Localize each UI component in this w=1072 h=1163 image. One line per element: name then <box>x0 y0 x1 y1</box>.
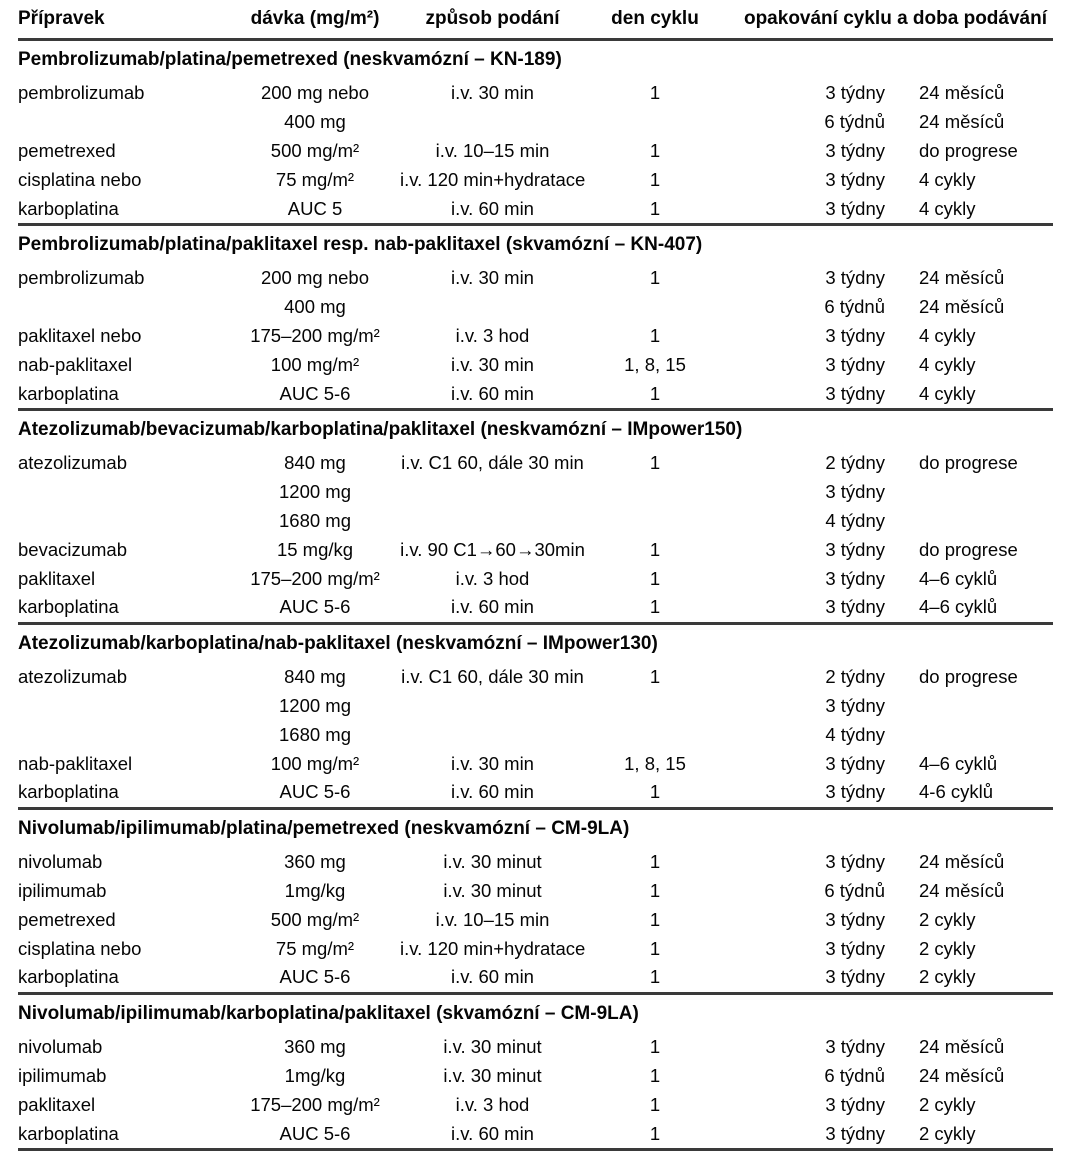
repeat-cell: 3 týdny <box>825 752 885 774</box>
table-row <box>18 165 1053 194</box>
dose-cell: 1680 mg <box>279 723 351 745</box>
route-cell: i.v. 30 minut <box>443 851 542 873</box>
repeat-cell: 3 týdny <box>825 1093 885 1115</box>
repeat-cell: 3 týdny <box>825 966 885 988</box>
dose-cell: AUC 5-6 <box>279 382 351 404</box>
duration-cell: do progrese <box>919 452 1018 474</box>
day-cell: 1 <box>649 666 661 688</box>
route-cell: i.v. C1 60, dále 30 min <box>401 666 584 688</box>
repeat-cell: 6 týdnů <box>824 296 885 318</box>
dose-cell: AUC 5-6 <box>279 966 351 988</box>
drug-cell: karboplatina <box>18 1122 119 1144</box>
repeat-cell: 3 týdny <box>825 382 885 404</box>
table-row <box>18 108 1053 137</box>
section-rows <box>18 449 1053 622</box>
table-row <box>18 79 1053 108</box>
dose-cell: 100 mg/m² <box>270 353 360 375</box>
dose-cell: 100 mg/m² <box>270 752 360 774</box>
route-cell: i.v. 30 minut <box>443 1036 542 1058</box>
repeat-cell: 3 týdny <box>825 937 885 959</box>
dose-cell: 360 mg <box>284 851 346 873</box>
dose-cell: 500 mg/m² <box>270 908 360 930</box>
day-cell: 1, 8, 15 <box>624 353 686 375</box>
duration-cell: 24 měsíců <box>919 267 1005 289</box>
duration-cell: 2 cykly <box>919 1122 976 1144</box>
dose-cell: 400 mg <box>284 111 346 133</box>
duration-cell: 2 cykly <box>919 1093 976 1115</box>
table-row <box>18 507 1053 536</box>
table-row <box>18 692 1053 721</box>
table-row <box>18 478 1053 507</box>
duration-cell: 4 cykly <box>919 382 976 404</box>
duration-cell: 2 cykly <box>919 908 976 930</box>
dose-cell: 15 mg/kg <box>276 538 354 560</box>
drug-cell: cisplatina nebo <box>18 937 142 959</box>
route-cell: i.v. 90 C1→60→30min <box>400 538 585 560</box>
dose-cell: 1200 mg <box>279 481 351 503</box>
table-row <box>18 593 1053 622</box>
route-cell: i.v. 60 min <box>451 781 534 803</box>
table-row <box>18 137 1053 166</box>
drug-cell: bevacizumab <box>18 538 128 560</box>
dose-cell: 840 mg <box>284 666 346 688</box>
repeat-cell: 3 týdny <box>825 908 885 930</box>
day-cell: 1 <box>649 139 661 161</box>
drug-cell: pembrolizumab <box>18 267 145 289</box>
drug-cell: karboplatina <box>18 596 119 618</box>
drug-cell: nab-paklitaxel <box>18 752 133 774</box>
table-row <box>18 1119 1053 1148</box>
repeat-cell: 6 týdnů <box>824 1064 885 1086</box>
repeat-cell: 3 týdny <box>825 596 885 618</box>
route-cell: i.v. 3 hod <box>455 567 530 589</box>
dose-cell: 75 mg/m² <box>275 168 355 190</box>
route-cell: i.v. 30 minut <box>443 1064 542 1086</box>
drug-cell: cisplatina nebo <box>18 168 142 190</box>
table-row <box>18 293 1053 322</box>
duration-cell: 24 měsíců <box>919 1036 1005 1058</box>
dose-cell: AUC 5 <box>287 197 343 219</box>
day-cell: 1 <box>649 538 661 560</box>
repeat-cell: 3 týdny <box>825 1122 885 1144</box>
day-cell: 1 <box>649 567 661 589</box>
day-cell: 1 <box>649 879 661 901</box>
duration-cell: do progrese <box>919 139 1018 161</box>
day-cell: 1 <box>649 324 661 346</box>
route-cell: i.v. 60 min <box>451 197 534 219</box>
route-cell: i.v. 120 min+hydratace <box>400 168 586 190</box>
dose-cell: AUC 5-6 <box>279 1122 351 1144</box>
repeat-cell: 3 týdny <box>825 851 885 873</box>
duration-cell: 4 cykly <box>919 168 976 190</box>
drug-cell: karboplatina <box>18 966 119 988</box>
repeat-cell: 3 týdny <box>825 567 885 589</box>
route-cell: i.v. C1 60, dále 30 min <box>401 452 584 474</box>
route-cell: i.v. 120 min+hydratace <box>400 937 586 959</box>
repeat-cell: 6 týdnů <box>824 879 885 901</box>
repeat-cell: 3 týdny <box>825 197 885 219</box>
drug-cell: karboplatina <box>18 382 119 404</box>
dose-cell: AUC 5-6 <box>279 596 351 618</box>
route-cell: i.v. 30 min <box>451 82 534 104</box>
dose-cell: 1mg/kg <box>284 879 346 901</box>
header-day: den cyklu <box>611 8 699 29</box>
dose-cell: 500 mg/m² <box>270 139 360 161</box>
table-row <box>18 663 1053 692</box>
drug-cell: nab-paklitaxel <box>18 353 133 375</box>
drug-cell: karboplatina <box>18 781 119 803</box>
dose-cell: 400 mg <box>284 296 346 318</box>
table-row <box>18 877 1053 906</box>
duration-cell: 24 měsíců <box>919 111 1005 133</box>
dose-cell: 175–200 mg/m² <box>250 567 380 589</box>
day-cell: 1 <box>649 1036 661 1058</box>
day-cell: 1 <box>649 267 661 289</box>
drug-cell: nivolumab <box>18 1036 103 1058</box>
drug-cell: karboplatina <box>18 197 119 219</box>
duration-cell: 4–6 cyklů <box>919 596 998 618</box>
drug-cell: pemetrexed <box>18 139 116 161</box>
duration-cell: 24 měsíců <box>919 82 1005 104</box>
section-rows <box>18 663 1053 807</box>
duration-cell: 24 měsíců <box>919 851 1005 873</box>
regimen-section <box>18 41 1053 226</box>
section-rows <box>18 79 1053 223</box>
table-row <box>18 963 1053 992</box>
day-cell: 1 <box>649 966 661 988</box>
day-cell: 1, 8, 15 <box>624 752 686 774</box>
regimen-table <box>18 0 1053 1151</box>
drug-cell: atezolizumab <box>18 452 128 474</box>
table-row <box>18 1090 1053 1119</box>
drug-cell: pembrolizumab <box>18 82 145 104</box>
day-cell: 1 <box>649 452 661 474</box>
table-row <box>18 1062 1053 1091</box>
dose-cell: 1mg/kg <box>284 1064 346 1086</box>
drug-cell: pemetrexed <box>18 908 116 930</box>
day-cell: 1 <box>649 781 661 803</box>
duration-cell: 4 cykly <box>919 197 976 219</box>
regimen-section <box>18 226 1053 411</box>
duration-cell: 2 cykly <box>919 937 976 959</box>
dose-cell: 175–200 mg/m² <box>250 324 380 346</box>
table-row <box>18 264 1053 293</box>
route-cell: i.v. 60 min <box>451 596 534 618</box>
repeat-cell: 3 týdny <box>825 168 885 190</box>
day-cell: 1 <box>649 908 661 930</box>
route-cell: i.v. 60 min <box>451 382 534 404</box>
repeat-cell: 3 týdny <box>825 781 885 803</box>
dose-cell: 200 mg nebo <box>260 82 369 104</box>
section-title: Atezolizumab/karboplatina/nab-paklitaxel (neskvamózní – IMpower130) <box>18 632 658 654</box>
repeat-cell: 3 týdny <box>825 353 885 375</box>
drug-cell: ipilimumab <box>18 879 107 901</box>
drug-cell: paklitaxel <box>18 1093 96 1115</box>
repeat-cell: 3 týdny <box>825 1036 885 1058</box>
repeat-cell: 2 týdny <box>825 666 885 688</box>
route-cell: i.v. 10–15 min <box>435 908 550 930</box>
drug-cell: nivolumab <box>18 851 103 873</box>
section-rows <box>18 264 1053 408</box>
regimen-section <box>18 810 1053 995</box>
duration-cell: 24 měsíců <box>919 1064 1005 1086</box>
drug-cell: ipilimumab <box>18 1064 107 1086</box>
duration-cell: 4 cykly <box>919 324 976 346</box>
repeat-cell: 4 týdny <box>825 509 885 531</box>
regimen-section <box>18 995 1053 1151</box>
table-row <box>18 194 1053 223</box>
route-cell: i.v. 10–15 min <box>435 139 550 161</box>
section-title: Pembrolizumab/platina/pemetrexed (neskvamózní – KN-189) <box>18 49 562 70</box>
table-row <box>18 350 1053 379</box>
route-cell: i.v. 30 minut <box>443 879 542 901</box>
section-title: Pembrolizumab/platina/paklitaxel resp. nab-paklitaxel (skvamózní – KN-407) <box>18 233 703 255</box>
header-drug: Přípravek <box>18 8 105 29</box>
day-cell: 1 <box>649 197 661 219</box>
day-cell: 1 <box>649 1122 661 1144</box>
table-row <box>18 720 1053 749</box>
repeat-cell: 3 týdny <box>825 324 885 346</box>
route-cell: i.v. 30 min <box>451 752 534 774</box>
day-cell: 1 <box>649 382 661 404</box>
repeat-cell: 2 týdny <box>825 452 885 474</box>
table-header-row <box>18 0 1053 38</box>
duration-cell: 4–6 cyklů <box>919 567 998 589</box>
table-row <box>18 1033 1053 1062</box>
table-row <box>18 449 1053 478</box>
day-cell: 1 <box>649 1093 661 1115</box>
table-row <box>18 322 1053 351</box>
day-cell: 1 <box>649 82 661 104</box>
dose-cell: 1680 mg <box>279 509 351 531</box>
day-cell: 1 <box>649 851 661 873</box>
regimen-section <box>18 411 1053 625</box>
day-cell: 1 <box>649 937 661 959</box>
repeat-cell: 3 týdny <box>825 481 885 503</box>
repeat-cell: 3 týdny <box>825 267 885 289</box>
table-row <box>18 934 1053 963</box>
duration-cell: 2 cykly <box>919 966 976 988</box>
table-row <box>18 848 1053 877</box>
dose-cell: 75 mg/m² <box>275 937 355 959</box>
table-row <box>18 564 1053 593</box>
header-repeat-duration: opakování cyklu a doba podávání <box>743 8 1047 29</box>
header-dose: dávka (mg/m²) <box>250 8 380 29</box>
table-row <box>18 905 1053 934</box>
duration-cell: do progrese <box>919 666 1018 688</box>
table-row <box>18 778 1053 807</box>
dose-cell: AUC 5-6 <box>279 781 351 803</box>
duration-cell: 24 měsíců <box>919 879 1005 901</box>
day-cell: 1 <box>649 168 661 190</box>
repeat-cell: 3 týdny <box>825 82 885 104</box>
repeat-cell: 3 týdny <box>825 538 885 560</box>
duration-cell: 4-6 cyklů <box>919 781 994 803</box>
table-row <box>18 749 1053 778</box>
day-cell: 1 <box>649 1064 661 1086</box>
duration-cell: 4–6 cyklů <box>919 752 998 774</box>
section-rule <box>18 1148 1053 1151</box>
dose-cell: 175–200 mg/m² <box>250 1093 380 1115</box>
repeat-cell: 4 týdny <box>825 723 885 745</box>
duration-cell: 24 měsíců <box>919 296 1005 318</box>
route-cell: i.v. 3 hod <box>455 1093 530 1115</box>
dose-cell: 360 mg <box>284 1036 346 1058</box>
table-row <box>18 535 1053 564</box>
repeat-cell: 6 týdnů <box>824 111 885 133</box>
route-cell: i.v. 60 min <box>451 1122 534 1144</box>
section-title: Nivolumab/ipilimumab/platina/pemetrexed (neskvamózní – CM-9LA) <box>18 817 630 839</box>
regimen-section <box>18 625 1053 810</box>
section-title: Nivolumab/ipilimumab/karboplatina/paklitaxel (skvamózní – CM-9LA) <box>18 1002 639 1024</box>
repeat-cell: 3 týdny <box>825 139 885 161</box>
section-rows <box>18 1033 1053 1148</box>
section-title: Atezolizumab/bevacizumab/karboplatina/paklitaxel (neskvamózní – IMpower150) <box>18 418 743 440</box>
duration-cell: do progrese <box>919 538 1018 560</box>
table-body <box>18 41 1053 1151</box>
drug-cell: paklitaxel <box>18 567 96 589</box>
route-cell: i.v. 30 min <box>451 267 534 289</box>
duration-cell: 4 cykly <box>919 353 976 375</box>
day-cell: 1 <box>649 596 661 618</box>
dose-cell: 840 mg <box>284 452 346 474</box>
dose-cell: 1200 mg <box>279 694 351 716</box>
drug-cell: paklitaxel nebo <box>18 324 142 346</box>
drug-cell: atezolizumab <box>18 666 128 688</box>
header-route: způsob podání <box>425 8 560 29</box>
dose-cell: 200 mg nebo <box>260 267 369 289</box>
repeat-cell: 3 týdny <box>825 694 885 716</box>
table-row <box>18 379 1053 408</box>
route-cell: i.v. 3 hod <box>455 324 530 346</box>
route-cell: i.v. 30 min <box>451 353 534 375</box>
section-rows <box>18 848 1053 992</box>
route-cell: i.v. 60 min <box>451 966 534 988</box>
